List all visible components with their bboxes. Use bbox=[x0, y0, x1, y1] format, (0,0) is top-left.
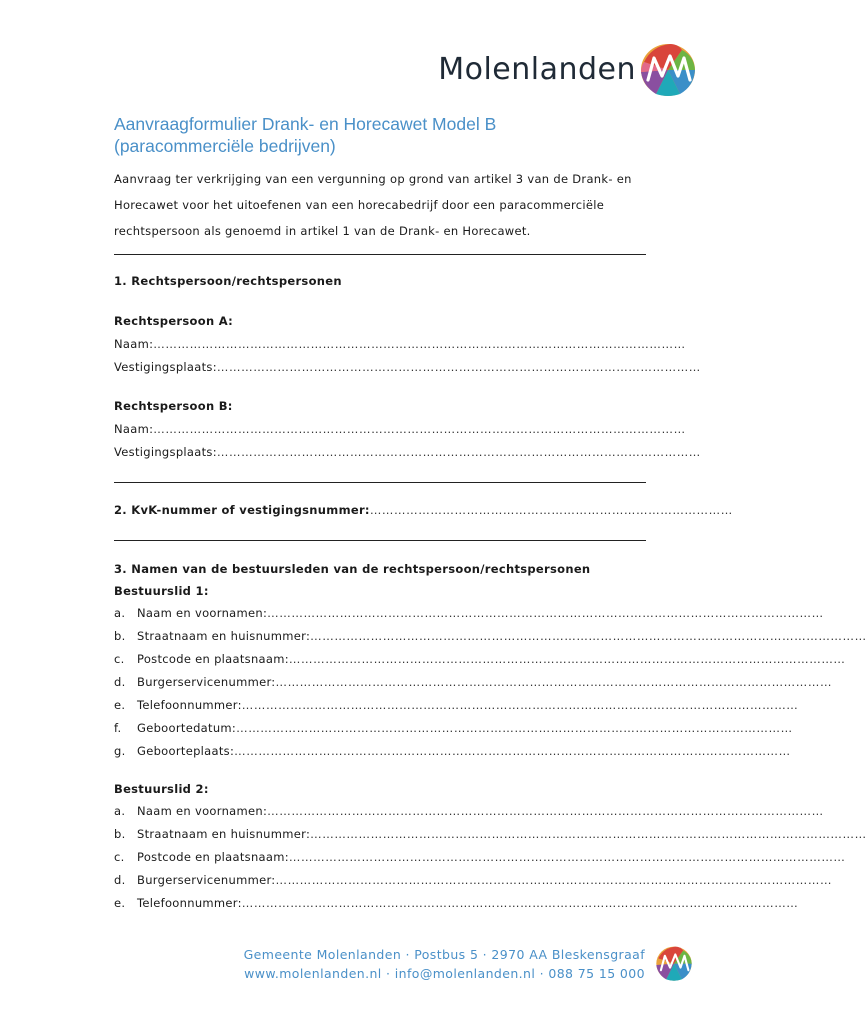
section2-heading: 2. KvK-nummer of vestigingsnummer: bbox=[114, 503, 370, 517]
rechtspersoon-b-vestiging-field[interactable] bbox=[114, 444, 701, 460]
item-letter: d. bbox=[114, 675, 126, 689]
rechtspersoon-a-naam-field[interactable] bbox=[114, 336, 686, 352]
footer-contact bbox=[244, 945, 645, 983]
bestuurslid2-field-4[interactable] bbox=[114, 872, 833, 888]
fill-dots: ………………………………………………………………………………………………………………………… bbox=[275, 873, 833, 887]
municipality-logo bbox=[438, 40, 698, 98]
rechtspersoon-a-vestiging-field[interactable] bbox=[114, 359, 701, 375]
fill-dots: ………………………………………………………………………………………………………………………… bbox=[288, 850, 846, 864]
field-label: Vestigingsplaats: bbox=[114, 360, 217, 374]
fill-dots: ………………………………………………………………………………………………………………………… bbox=[236, 721, 793, 735]
item-label: Postcode en plaatsnaam: bbox=[137, 850, 289, 864]
fill-dots: ………………………………………………………………………………………………………………………… bbox=[267, 804, 824, 818]
footer-web-email-phone: www.molenlanden.nl · info@molenlanden.nl · 088 75 15 000 bbox=[244, 966, 645, 981]
item-letter: f. bbox=[114, 721, 122, 735]
item-label: Geboorteplaats: bbox=[137, 744, 235, 758]
footer-address: Gemeente Molenlanden · Postbus 5 · 2970 AA Bleskensgraaf bbox=[243, 947, 645, 962]
item-letter: a. bbox=[114, 804, 126, 818]
rechtspersoon-b-label: Rechtspersoon B: bbox=[114, 399, 233, 413]
fill-dots: ………………………………………………………………………………………………………………………… bbox=[288, 652, 846, 666]
footer-logo-mark-icon bbox=[654, 944, 694, 982]
bestuurslid1-field-2[interactable] bbox=[114, 628, 867, 644]
bestuurslid2-field-2[interactable] bbox=[114, 826, 867, 842]
item-letter: c. bbox=[114, 652, 125, 666]
bestuurslid1-field-7[interactable] bbox=[114, 743, 791, 759]
bestuurslid1-field-3[interactable] bbox=[114, 651, 846, 667]
fill-dots: ……………………………………………………………………………… bbox=[369, 503, 733, 517]
form-title bbox=[114, 113, 674, 157]
field-label: Vestigingsplaats: bbox=[114, 445, 217, 459]
fill-dots: ………………………………………………………………………………………………………………………… bbox=[234, 744, 791, 758]
logo-mark-icon bbox=[638, 40, 698, 98]
item-letter: a. bbox=[114, 606, 126, 620]
item-letter: d. bbox=[114, 873, 126, 887]
item-label: Telefoonnummer: bbox=[137, 698, 242, 712]
item-label: Burgerservicenummer: bbox=[137, 873, 276, 887]
item-letter: b. bbox=[114, 629, 126, 643]
divider bbox=[114, 482, 646, 483]
bestuurslid1-field-5[interactable] bbox=[114, 697, 799, 713]
item-label: Naam en voornamen: bbox=[137, 804, 268, 818]
item-label: Telefoonnummer: bbox=[137, 896, 242, 910]
divider bbox=[114, 540, 646, 541]
fill-dots: ………………………………………………………………………………………………………… bbox=[216, 445, 701, 459]
fill-dots: ………………………………………………………………………………………………………………………… bbox=[267, 606, 824, 620]
section1-heading: 1. Rechtspersoon/rechtspersonen bbox=[114, 274, 342, 288]
fill-dots: …………………………………………………………………………………………………………………… bbox=[153, 337, 686, 351]
fill-dots: …………………………………………………………………………………………………………………… bbox=[153, 422, 686, 436]
rechtspersoon-a-label: Rechtspersoon A: bbox=[114, 314, 234, 328]
fill-dots: ………………………………………………………………………………………………………………………… bbox=[241, 698, 799, 712]
item-label: Naam en voornamen: bbox=[137, 606, 268, 620]
logo-text: Molenlanden bbox=[438, 51, 636, 87]
fill-dots: ………………………………………………………………………………………………………………………… bbox=[241, 896, 799, 910]
bestuurslid1-field-6[interactable] bbox=[114, 720, 793, 736]
item-letter: b. bbox=[114, 827, 126, 841]
rechtspersoon-b-naam-field[interactable] bbox=[114, 421, 686, 437]
fill-dots: ………………………………………………………………………………………………………………………… bbox=[275, 675, 833, 689]
bestuurslid2-field-3[interactable] bbox=[114, 849, 846, 865]
bestuurslid2-field-5[interactable] bbox=[114, 895, 799, 911]
form-title-line2: (paracommerciële bedrijven) bbox=[114, 136, 336, 156]
kvk-field[interactable] bbox=[114, 502, 733, 518]
item-label: Straatnaam en huisnummer: bbox=[137, 629, 311, 643]
form-title-line1: Aanvraagformulier Drank- en Horecawet Model B bbox=[114, 114, 497, 134]
bestuurslid1-field-4[interactable] bbox=[114, 674, 833, 690]
item-letter: g. bbox=[114, 744, 126, 758]
item-label: Postcode en plaatsnaam: bbox=[137, 652, 289, 666]
fill-dots: ………………………………………………………………………………………………………………………… bbox=[310, 827, 867, 841]
fill-dots: ………………………………………………………………………………………………………………………… bbox=[310, 629, 867, 643]
bestuurslid1-label: Bestuurslid 1: bbox=[114, 584, 209, 598]
item-label: Burgerservicenummer: bbox=[137, 675, 276, 689]
intro-paragraph: Aanvraag ter verkrijging van een vergunning op grond van artikel 3 van de Drank- en Horecawet voor het uitoefenen van een horecabedrijf door een paracommerciële rechtspersoon als genoemd in artikel 1 van de Drank- en Horecawet. bbox=[114, 172, 632, 238]
divider bbox=[114, 254, 646, 255]
field-label: Naam: bbox=[114, 422, 154, 436]
item-label: Geboortedatum: bbox=[137, 721, 237, 735]
bestuurslid2-field-1[interactable] bbox=[114, 803, 824, 819]
field-label: Naam: bbox=[114, 337, 154, 351]
item-letter: e. bbox=[114, 698, 126, 712]
item-label: Straatnaam en huisnummer: bbox=[137, 827, 311, 841]
bestuurslid1-field-1[interactable] bbox=[114, 605, 824, 621]
fill-dots: ………………………………………………………………………………………………………… bbox=[216, 360, 701, 374]
item-letter: e. bbox=[114, 896, 126, 910]
bestuurslid2-label: Bestuurslid 2: bbox=[114, 782, 209, 796]
item-letter: c. bbox=[114, 850, 125, 864]
section3-heading: 3. Namen van de bestuursleden van de rechtspersoon/rechtspersonen bbox=[114, 562, 591, 576]
